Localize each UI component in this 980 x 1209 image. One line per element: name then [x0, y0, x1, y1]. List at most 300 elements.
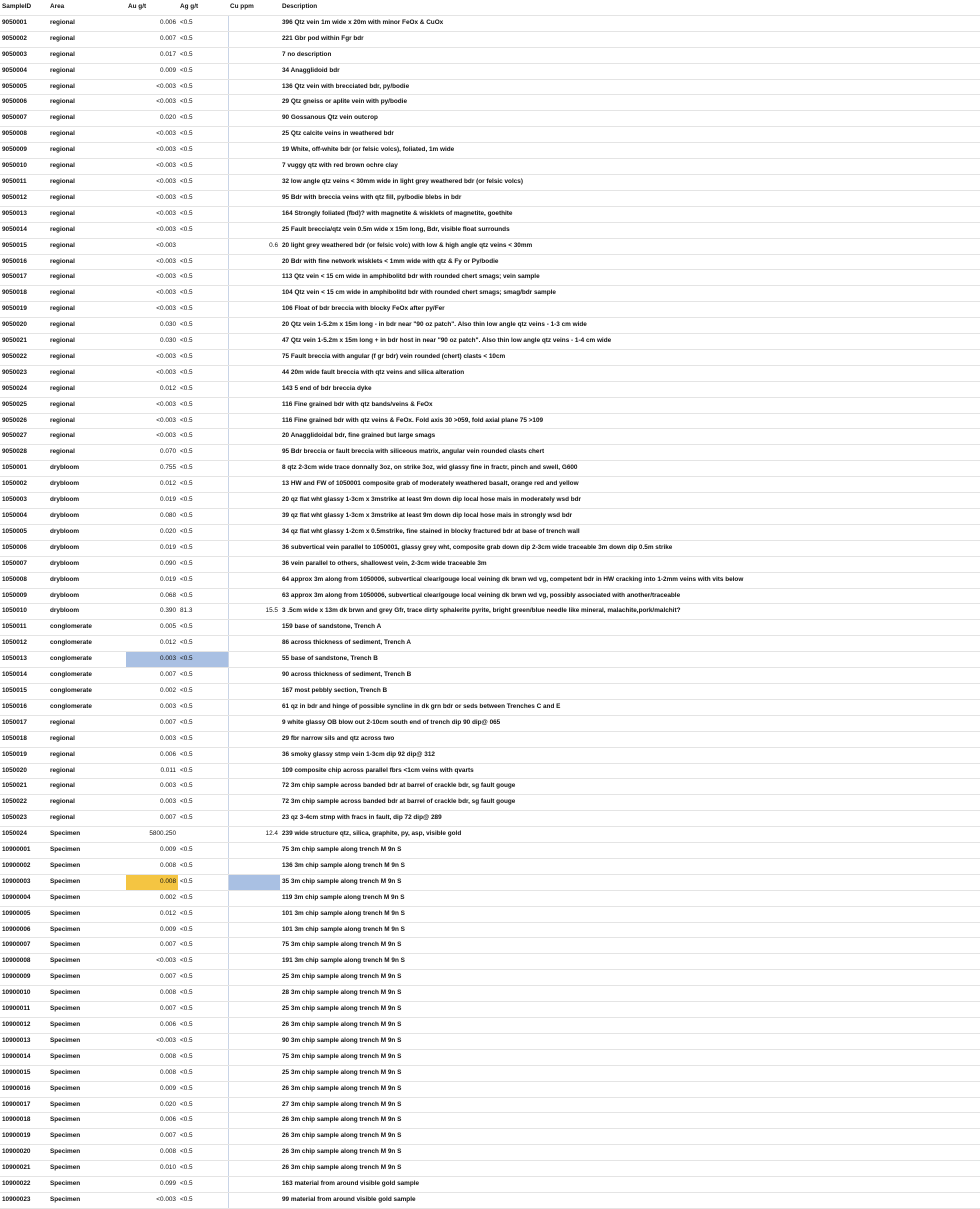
cell-area[interactable]: regional: [48, 47, 126, 63]
cell-cu[interactable]: [228, 143, 280, 159]
cell-description[interactable]: 396 Qtz vein 1m wide x 20m with minor FeOx & CuOx: [280, 15, 980, 31]
cell-area[interactable]: regional: [48, 238, 126, 254]
cell-ag[interactable]: <0.5: [178, 1161, 228, 1177]
cell-cu[interactable]: [228, 954, 280, 970]
cell-description[interactable]: 35 3m chip sample along trench M 9n S: [280, 874, 980, 890]
cell-area[interactable]: regional: [48, 302, 126, 318]
cell-sample-id[interactable]: 9050027: [0, 429, 48, 445]
cell-sample-id[interactable]: 1050005: [0, 524, 48, 540]
cell-au[interactable]: 0.020: [126, 524, 178, 540]
cell-au[interactable]: 0.007: [126, 31, 178, 47]
cell-cu[interactable]: [228, 1065, 280, 1081]
cell-description[interactable]: 26 3m chip sample along trench M 9n S: [280, 1145, 980, 1161]
cell-description[interactable]: 28 3m chip sample along trench M 9n S: [280, 986, 980, 1002]
cell-area[interactable]: conglomerate: [48, 652, 126, 668]
cell-au[interactable]: 0.002: [126, 890, 178, 906]
cell-ag[interactable]: <0.5: [178, 302, 228, 318]
cell-sample-id[interactable]: 9050006: [0, 95, 48, 111]
cell-sample-id[interactable]: 10900007: [0, 938, 48, 954]
cell-ag[interactable]: <0.5: [178, 461, 228, 477]
cell-area[interactable]: regional: [48, 747, 126, 763]
cell-ag[interactable]: <0.5: [178, 843, 228, 859]
cell-cu[interactable]: [228, 683, 280, 699]
cell-ag[interactable]: <0.5: [178, 509, 228, 525]
cell-ag[interactable]: <0.5: [178, 683, 228, 699]
cell-sample-id[interactable]: 1050014: [0, 668, 48, 684]
cell-area[interactable]: drybloom: [48, 540, 126, 556]
cell-ag[interactable]: <0.5: [178, 668, 228, 684]
header-au[interactable]: Au g/t: [126, 0, 178, 15]
cell-description[interactable]: 221 Gbr pod within Fgr bdr: [280, 31, 980, 47]
cell-area[interactable]: drybloom: [48, 588, 126, 604]
cell-description[interactable]: 191 3m chip sample along trench M 9n S: [280, 954, 980, 970]
cell-au[interactable]: 0.030: [126, 318, 178, 334]
cell-description[interactable]: 20 Qtz vein 1-5.2m x 15m long - in bdr near "90 oz patch". Also thin low angle qtz veins - 1-3 cm wide: [280, 318, 980, 334]
cell-ag[interactable]: <0.5: [178, 620, 228, 636]
cell-cu[interactable]: [228, 1033, 280, 1049]
cell-description[interactable]: 36 smoky glassy stmp vein 1-3cm dip 92 dip@ 312: [280, 747, 980, 763]
cell-cu[interactable]: [228, 699, 280, 715]
cell-sample-id[interactable]: 1050002: [0, 477, 48, 493]
cell-cu[interactable]: [228, 206, 280, 222]
cell-au[interactable]: 0.099: [126, 1177, 178, 1193]
cell-au[interactable]: <0.003: [126, 127, 178, 143]
cell-sample-id[interactable]: 1050020: [0, 763, 48, 779]
cell-description[interactable]: 86 across thickness of sediment, Trench A: [280, 636, 980, 652]
cell-description[interactable]: 136 Qtz vein with brecciated bdr, py/bodie: [280, 79, 980, 95]
cell-area[interactable]: regional: [48, 31, 126, 47]
cell-sample-id[interactable]: 9050017: [0, 270, 48, 286]
cell-ag[interactable]: <0.5: [178, 1002, 228, 1018]
cell-cu[interactable]: 12.4: [228, 827, 280, 843]
cell-au[interactable]: 0.070: [126, 445, 178, 461]
cell-area[interactable]: Specimen: [48, 1065, 126, 1081]
header-ag[interactable]: Ag g/t: [178, 0, 228, 15]
cell-au[interactable]: <0.003: [126, 1033, 178, 1049]
cell-area[interactable]: Specimen: [48, 1002, 126, 1018]
cell-area[interactable]: Specimen: [48, 1081, 126, 1097]
cell-cu[interactable]: [228, 222, 280, 238]
cell-area[interactable]: conglomerate: [48, 699, 126, 715]
cell-sample-id[interactable]: 10900011: [0, 1002, 48, 1018]
cell-au[interactable]: 0.068: [126, 588, 178, 604]
cell-sample-id[interactable]: 1050008: [0, 572, 48, 588]
cell-description[interactable]: 95 Bdr breccia or fault breccia with siliceous matrix, angular vein rounded clasts chert: [280, 445, 980, 461]
cell-cu[interactable]: [228, 668, 280, 684]
cell-sample-id[interactable]: 10900005: [0, 906, 48, 922]
cell-au[interactable]: <0.003: [126, 79, 178, 95]
cell-ag[interactable]: <0.5: [178, 858, 228, 874]
cell-area[interactable]: regional: [48, 763, 126, 779]
cell-ag[interactable]: <0.5: [178, 795, 228, 811]
cell-au[interactable]: <0.003: [126, 302, 178, 318]
cell-au[interactable]: 0.007: [126, 668, 178, 684]
cell-cu[interactable]: [228, 477, 280, 493]
cell-sample-id[interactable]: 1050009: [0, 588, 48, 604]
cell-sample-id[interactable]: 9050020: [0, 318, 48, 334]
cell-ag[interactable]: <0.5: [178, 524, 228, 540]
cell-area[interactable]: regional: [48, 286, 126, 302]
cell-description[interactable]: 19 White, off-white bdr (or felsic volcs), foliated, 1m wide: [280, 143, 980, 159]
cell-description[interactable]: 7 no description: [280, 47, 980, 63]
cell-au[interactable]: 0.012: [126, 477, 178, 493]
cell-ag[interactable]: <0.5: [178, 1113, 228, 1129]
cell-description[interactable]: 8 qtz 2-3cm wide trace donnally 3oz, on strike 3oz, wid glassy fine in fractr, pinch and swell, G600: [280, 461, 980, 477]
cell-sample-id[interactable]: 9050023: [0, 365, 48, 381]
cell-description[interactable]: 119 3m chip sample along trench M 9n S: [280, 890, 980, 906]
cell-description[interactable]: 116 Fine grained bdr with qtz bands/veins & FeOx: [280, 397, 980, 413]
cell-ag[interactable]: <0.5: [178, 334, 228, 350]
cell-cu[interactable]: [228, 1129, 280, 1145]
cell-cu[interactable]: 0.6: [228, 238, 280, 254]
cell-area[interactable]: Specimen: [48, 922, 126, 938]
cell-description[interactable]: 239 wide structure qtz, silica, graphite, py, asp, visible gold: [280, 827, 980, 843]
cell-description[interactable]: 47 Qtz vein 1-5.2m x 15m long + in bdr host in near "90 oz patch". Also thin low angle qtz veins - 1-4 cm wide: [280, 334, 980, 350]
cell-cu[interactable]: [228, 858, 280, 874]
cell-description[interactable]: 55 base of sandstone, Trench B: [280, 652, 980, 668]
cell-ag[interactable]: <0.5: [178, 556, 228, 572]
cell-area[interactable]: regional: [48, 413, 126, 429]
cell-cu[interactable]: [228, 1113, 280, 1129]
cell-sample-id[interactable]: 10900023: [0, 1192, 48, 1208]
cell-area[interactable]: drybloom: [48, 524, 126, 540]
cell-area[interactable]: regional: [48, 222, 126, 238]
cell-au[interactable]: <0.003: [126, 143, 178, 159]
cell-ag[interactable]: <0.5: [178, 1097, 228, 1113]
cell-au[interactable]: 0.011: [126, 763, 178, 779]
cell-area[interactable]: regional: [48, 111, 126, 127]
cell-cu[interactable]: [228, 874, 280, 890]
cell-ag[interactable]: <0.5: [178, 1049, 228, 1065]
cell-description[interactable]: 25 3m chip sample along trench M 9n S: [280, 1002, 980, 1018]
cell-description[interactable]: 20 Anagglidoidal bdr, fine grained but large smags: [280, 429, 980, 445]
cell-au[interactable]: <0.003: [126, 429, 178, 445]
cell-au[interactable]: 0.755: [126, 461, 178, 477]
cell-au[interactable]: 0.005: [126, 620, 178, 636]
cell-sample-id[interactable]: 10900016: [0, 1081, 48, 1097]
header-area[interactable]: Area: [48, 0, 126, 15]
cell-area[interactable]: regional: [48, 445, 126, 461]
cell-description[interactable]: 72 3m chip sample across banded bdr at barrel of crackle bdr, sg fault gouge: [280, 779, 980, 795]
cell-au[interactable]: 0.008: [126, 1145, 178, 1161]
cell-area[interactable]: Specimen: [48, 970, 126, 986]
cell-area[interactable]: Specimen: [48, 1161, 126, 1177]
cell-sample-id[interactable]: 9050016: [0, 254, 48, 270]
cell-sample-id[interactable]: 9050009: [0, 143, 48, 159]
cell-sample-id[interactable]: 1050012: [0, 636, 48, 652]
cell-cu[interactable]: [228, 986, 280, 1002]
cell-cu[interactable]: [228, 31, 280, 47]
cell-ag[interactable]: <0.5: [178, 572, 228, 588]
cell-description[interactable]: 34 qz flat wht glassy 1-2cm x 0.5mstrike, fine stained in blocky fractured bdr at base of trench wall: [280, 524, 980, 540]
cell-au[interactable]: 0.009: [126, 922, 178, 938]
cell-cu[interactable]: [228, 524, 280, 540]
cell-sample-id[interactable]: 10900004: [0, 890, 48, 906]
cell-ag[interactable]: <0.5: [178, 190, 228, 206]
cell-sample-id[interactable]: 9050007: [0, 111, 48, 127]
cell-cu[interactable]: [228, 334, 280, 350]
cell-sample-id[interactable]: 9050008: [0, 127, 48, 143]
cell-ag[interactable]: <0.5: [178, 1033, 228, 1049]
cell-ag[interactable]: <0.5: [178, 429, 228, 445]
cell-description[interactable]: 99 material from around visible gold sample: [280, 1192, 980, 1208]
cell-ag[interactable]: <0.5: [178, 381, 228, 397]
cell-au[interactable]: 0.007: [126, 715, 178, 731]
cell-ag[interactable]: <0.5: [178, 254, 228, 270]
cell-au[interactable]: <0.003: [126, 397, 178, 413]
cell-description[interactable]: 20 Bdr with fine network wisklets < 1mm wide with qtz & Fy or Py/bodie: [280, 254, 980, 270]
cell-ag[interactable]: <0.5: [178, 731, 228, 747]
cell-description[interactable]: 29 Qtz gneiss or aplite vein with py/bodie: [280, 95, 980, 111]
header-cu[interactable]: Cu ppm: [228, 0, 280, 15]
cell-area[interactable]: regional: [48, 334, 126, 350]
cell-au[interactable]: 0.007: [126, 938, 178, 954]
cell-au[interactable]: 0.010: [126, 1161, 178, 1177]
cell-description[interactable]: 36 subvertical vein parallel to 1050001, glassy grey wht, composite grab down dip 2-3cm wide traceable 3m down dip 0.5m strike: [280, 540, 980, 556]
cell-cu[interactable]: [228, 970, 280, 986]
cell-au[interactable]: 0.017: [126, 47, 178, 63]
cell-sample-id[interactable]: 10900017: [0, 1097, 48, 1113]
cell-au[interactable]: 0.006: [126, 747, 178, 763]
cell-area[interactable]: conglomerate: [48, 668, 126, 684]
cell-area[interactable]: regional: [48, 811, 126, 827]
cell-cu[interactable]: [228, 127, 280, 143]
cell-sample-id[interactable]: 10900009: [0, 970, 48, 986]
cell-sample-id[interactable]: 10900021: [0, 1161, 48, 1177]
cell-description[interactable]: 164 Strongly foliated (fbd)? with magnetite & wisklets of magnetite, goethite: [280, 206, 980, 222]
cell-au[interactable]: <0.003: [126, 254, 178, 270]
cell-au[interactable]: 0.009: [126, 63, 178, 79]
cell-description[interactable]: 26 3m chip sample along trench M 9n S: [280, 1113, 980, 1129]
cell-au[interactable]: 0.002: [126, 683, 178, 699]
cell-ag[interactable]: <0.5: [178, 954, 228, 970]
cell-sample-id[interactable]: 1050017: [0, 715, 48, 731]
cell-cu[interactable]: [228, 254, 280, 270]
cell-sample-id[interactable]: 9050002: [0, 31, 48, 47]
cell-ag[interactable]: <0.5: [178, 588, 228, 604]
cell-ag[interactable]: <0.5: [178, 636, 228, 652]
cell-description[interactable]: 101 3m chip sample along trench M 9n S: [280, 906, 980, 922]
cell-description[interactable]: 90 3m chip sample along trench M 9n S: [280, 1033, 980, 1049]
cell-ag[interactable]: <0.5: [178, 174, 228, 190]
cell-cu[interactable]: [228, 174, 280, 190]
cell-area[interactable]: Specimen: [48, 1145, 126, 1161]
cell-ag[interactable]: <0.5: [178, 79, 228, 95]
cell-area[interactable]: regional: [48, 731, 126, 747]
cell-cu[interactable]: [228, 318, 280, 334]
cell-cu[interactable]: [228, 397, 280, 413]
cell-description[interactable]: 64 approx 3m along from 1050006, subvertical clear/gouge local veining dk brwn wd vg, competent bdr in HW cracking into 1-2mm veins with vits below: [280, 572, 980, 588]
cell-au[interactable]: 0.003: [126, 731, 178, 747]
cell-cu[interactable]: [228, 493, 280, 509]
cell-sample-id[interactable]: 1050003: [0, 493, 48, 509]
cell-au[interactable]: 0.080: [126, 509, 178, 525]
cell-ag[interactable]: [178, 238, 228, 254]
cell-area[interactable]: regional: [48, 795, 126, 811]
cell-au[interactable]: 0.006: [126, 1113, 178, 1129]
cell-area[interactable]: Specimen: [48, 1049, 126, 1065]
cell-cu[interactable]: [228, 302, 280, 318]
cell-au[interactable]: 0.090: [126, 556, 178, 572]
cell-area[interactable]: regional: [48, 270, 126, 286]
cell-au[interactable]: 0.007: [126, 1129, 178, 1145]
cell-sample-id[interactable]: 1050001: [0, 461, 48, 477]
cell-au[interactable]: <0.003: [126, 954, 178, 970]
cell-area[interactable]: regional: [48, 254, 126, 270]
cell-sample-id[interactable]: 10900015: [0, 1065, 48, 1081]
cell-ag[interactable]: <0.5: [178, 111, 228, 127]
cell-cu[interactable]: [228, 890, 280, 906]
cell-area[interactable]: Specimen: [48, 858, 126, 874]
cell-ag[interactable]: [178, 827, 228, 843]
cell-cu[interactable]: [228, 795, 280, 811]
cell-area[interactable]: regional: [48, 143, 126, 159]
cell-cu[interactable]: [228, 938, 280, 954]
cell-cu[interactable]: [228, 922, 280, 938]
cell-sample-id[interactable]: 1050006: [0, 540, 48, 556]
cell-sample-id[interactable]: 9050024: [0, 381, 48, 397]
cell-au[interactable]: 0.020: [126, 1097, 178, 1113]
cell-cu[interactable]: [228, 747, 280, 763]
cell-description[interactable]: 44 20m wide fault breccia with qtz veins and silica alteration: [280, 365, 980, 381]
cell-sample-id[interactable]: 9050022: [0, 349, 48, 365]
cell-ag[interactable]: <0.5: [178, 270, 228, 286]
cell-cu[interactable]: [228, 413, 280, 429]
cell-sample-id[interactable]: 1050010: [0, 604, 48, 620]
cell-ag[interactable]: <0.5: [178, 143, 228, 159]
cell-ag[interactable]: <0.5: [178, 779, 228, 795]
cell-cu[interactable]: [228, 270, 280, 286]
cell-area[interactable]: Specimen: [48, 954, 126, 970]
cell-ag[interactable]: <0.5: [178, 31, 228, 47]
cell-ag[interactable]: <0.5: [178, 318, 228, 334]
cell-cu[interactable]: [228, 779, 280, 795]
cell-description[interactable]: 26 3m chip sample along trench M 9n S: [280, 1018, 980, 1034]
cell-ag[interactable]: <0.5: [178, 365, 228, 381]
cell-au[interactable]: 0.007: [126, 1002, 178, 1018]
cell-description[interactable]: 75 Fault breccia with angular (f gr bdr) vein rounded (chert) clasts < 10cm: [280, 349, 980, 365]
cell-cu[interactable]: [228, 636, 280, 652]
cell-description[interactable]: 29 fbr narrow sils and qtz across two: [280, 731, 980, 747]
cell-area[interactable]: regional: [48, 318, 126, 334]
cell-description[interactable]: 20 qz flat wht glassy 1-3cm x 3mstrike at least 9m down dip local hose mais in moderately wsd bdr: [280, 493, 980, 509]
cell-sample-id[interactable]: 10900012: [0, 1018, 48, 1034]
cell-au[interactable]: 0.006: [126, 15, 178, 31]
cell-ag[interactable]: <0.5: [178, 938, 228, 954]
cell-sample-id[interactable]: 10900002: [0, 858, 48, 874]
cell-area[interactable]: Specimen: [48, 874, 126, 890]
cell-cu[interactable]: [228, 365, 280, 381]
cell-au[interactable]: <0.003: [126, 349, 178, 365]
cell-sample-id[interactable]: 1050007: [0, 556, 48, 572]
cell-cu[interactable]: [228, 652, 280, 668]
cell-cu[interactable]: [228, 811, 280, 827]
cell-au[interactable]: 0.008: [126, 858, 178, 874]
cell-cu[interactable]: [228, 620, 280, 636]
cell-cu[interactable]: [228, 540, 280, 556]
cell-description[interactable]: 72 3m chip sample across banded bdr at barrel of crackle bdr, sg fault gouge: [280, 795, 980, 811]
cell-area[interactable]: drybloom: [48, 572, 126, 588]
cell-ag[interactable]: <0.5: [178, 540, 228, 556]
cell-area[interactable]: regional: [48, 95, 126, 111]
cell-ag[interactable]: 81.3: [178, 604, 228, 620]
cell-sample-id[interactable]: 1050024: [0, 827, 48, 843]
cell-au[interactable]: <0.003: [126, 365, 178, 381]
cell-ag[interactable]: <0.5: [178, 47, 228, 63]
cell-area[interactable]: regional: [48, 779, 126, 795]
cell-ag[interactable]: <0.5: [178, 445, 228, 461]
cell-sample-id[interactable]: 9050011: [0, 174, 48, 190]
cell-sample-id[interactable]: 9050028: [0, 445, 48, 461]
cell-au[interactable]: 0.009: [126, 843, 178, 859]
cell-sample-id[interactable]: 9050014: [0, 222, 48, 238]
cell-description[interactable]: 25 Fault breccia/qtz vein 0.5m wide x 15m long, Bdr, visible float surrounds: [280, 222, 980, 238]
cell-area[interactable]: drybloom: [48, 509, 126, 525]
cell-sample-id[interactable]: 1050015: [0, 683, 48, 699]
cell-sample-id[interactable]: 1050022: [0, 795, 48, 811]
cell-cu[interactable]: [228, 1177, 280, 1193]
cell-description[interactable]: 13 HW and FW of 1050001 composite grab of moderately weathered basalt, orange red and yellow: [280, 477, 980, 493]
cell-au[interactable]: 0.003: [126, 652, 178, 668]
cell-ag[interactable]: <0.5: [178, 1192, 228, 1208]
cell-sample-id[interactable]: 10900019: [0, 1129, 48, 1145]
cell-sample-id[interactable]: 9050013: [0, 206, 48, 222]
cell-area[interactable]: regional: [48, 715, 126, 731]
cell-area[interactable]: Specimen: [48, 843, 126, 859]
cell-ag[interactable]: <0.5: [178, 747, 228, 763]
cell-area[interactable]: Specimen: [48, 938, 126, 954]
cell-area[interactable]: drybloom: [48, 556, 126, 572]
cell-au[interactable]: 0.003: [126, 699, 178, 715]
cell-au[interactable]: 0.007: [126, 970, 178, 986]
cell-description[interactable]: 143 5 end of bdr breccia dyke: [280, 381, 980, 397]
cell-description[interactable]: 75 3m chip sample along trench M 9n S: [280, 938, 980, 954]
cell-au[interactable]: <0.003: [126, 95, 178, 111]
cell-sample-id[interactable]: 10900003: [0, 874, 48, 890]
cell-ag[interactable]: <0.5: [178, 906, 228, 922]
cell-cu[interactable]: [228, 1049, 280, 1065]
cell-area[interactable]: Specimen: [48, 1192, 126, 1208]
cell-ag[interactable]: <0.5: [178, 874, 228, 890]
cell-sample-id[interactable]: 10900014: [0, 1049, 48, 1065]
cell-sample-id[interactable]: 1050013: [0, 652, 48, 668]
cell-au[interactable]: 0.003: [126, 779, 178, 795]
cell-cu[interactable]: [228, 63, 280, 79]
cell-sample-id[interactable]: 9050003: [0, 47, 48, 63]
cell-au[interactable]: <0.003: [126, 222, 178, 238]
cell-area[interactable]: regional: [48, 365, 126, 381]
cell-sample-id[interactable]: 10900018: [0, 1113, 48, 1129]
cell-description[interactable]: 104 Qtz vein < 15 cm wide in amphibolitd bdr with rounded chert smags; smag/bdr sample: [280, 286, 980, 302]
cell-description[interactable]: 3 .5cm wide x 13m dk brwn and grey Gfr, trace dirty sphalerite pyrite, bright green/blue needle like mineral, malachite,pork/malchit?: [280, 604, 980, 620]
cell-sample-id[interactable]: 9050018: [0, 286, 48, 302]
cell-sample-id[interactable]: 10900008: [0, 954, 48, 970]
cell-cu[interactable]: [228, 1081, 280, 1097]
cell-area[interactable]: conglomerate: [48, 620, 126, 636]
cell-description[interactable]: 25 Qtz calcite veins in weathered bdr: [280, 127, 980, 143]
cell-au[interactable]: 0.003: [126, 795, 178, 811]
cell-cu[interactable]: 15.5: [228, 604, 280, 620]
cell-sample-id[interactable]: 10900013: [0, 1033, 48, 1049]
cell-au[interactable]: 0.390: [126, 604, 178, 620]
cell-area[interactable]: Specimen: [48, 1018, 126, 1034]
cell-cu[interactable]: [228, 111, 280, 127]
cell-au[interactable]: 0.008: [126, 874, 178, 890]
cell-ag[interactable]: <0.5: [178, 811, 228, 827]
cell-description[interactable]: 61 qz in bdr and hinge of possible syncline in dk grn bdr or seds between Trenches C and E: [280, 699, 980, 715]
cell-description[interactable]: 90 Gossanous Qtz vein outcrop: [280, 111, 980, 127]
cell-cu[interactable]: [228, 556, 280, 572]
